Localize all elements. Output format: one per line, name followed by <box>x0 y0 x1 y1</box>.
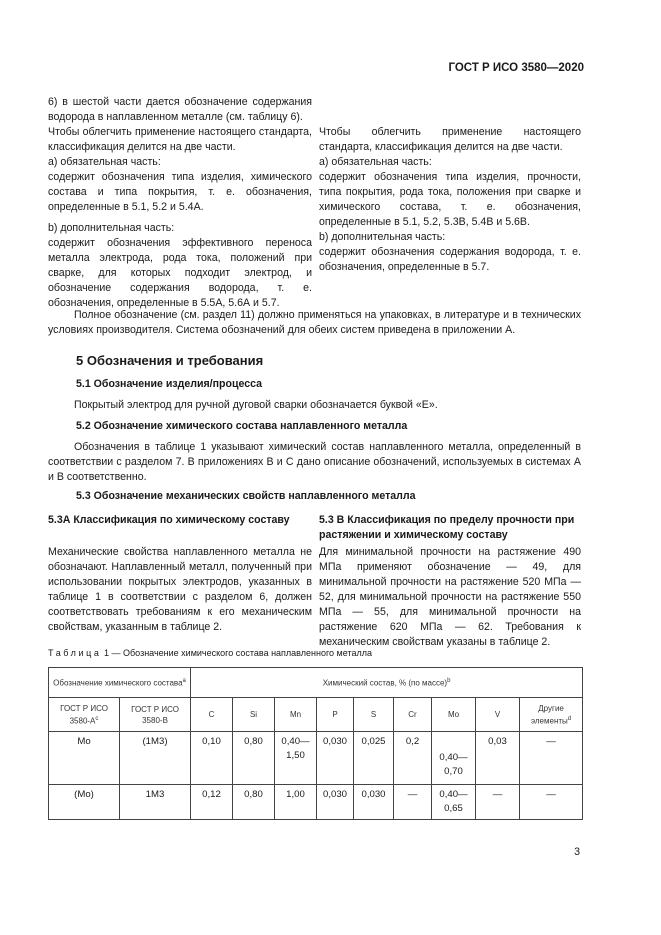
cell-mn: 1,00 <box>275 785 317 820</box>
header-gost-a: ГОСТ Р ИСО $3580-А^c$ <box>49 698 120 732</box>
right-para-b-heading: b) дополнительная часть: <box>319 231 446 243</box>
cell-mo: 0,40—0,65 <box>432 785 476 820</box>
header-element-s: S <box>354 698 394 732</box>
left-para-a-heading: а) обязательная часть: <box>48 156 161 168</box>
full-designation-paragraph <box>48 308 581 338</box>
left-para-b-heading: b) дополнительная часть: <box>48 222 175 234</box>
section-5-3b-title: 5.3 В Классификация по пределу прочности при растяжении и химическому составу <box>319 514 575 541</box>
section-5-3a-title: 5.3А Классификация по химическому составу <box>48 514 290 526</box>
section-5-3a-text: Механические свойства наплавленного металла не обозначают. Наплавленный металл, полученный при использовании покрытых электродов, указанных в таблице 1 в соответствии с разделом 6, должен соответствовать требованиям к его механическим свойствам, указанным в таблице 2. <box>48 546 312 633</box>
cell-mo: 0,40—0,70 <box>432 732 476 785</box>
table-caption-word: Таблица <box>48 648 102 658</box>
document-header: ГОСТ Р ИСО 3580—2020 <box>448 62 584 74</box>
section-5-2-title: 5.2 Обозначение химического состава наплавленного металла <box>76 420 408 432</box>
section-5-3b-text: Для минимальной прочности на растяжение 490 МПа применяют обозначение — 49, для минимальной прочности на растяжение 520 МПа — 52, для минимальной прочности на растяжение 550 МПа — 55, для минимальной прочности на растяжение 620 МПа — 62. Требования к механическим свойствам указаны в таблице 2. <box>319 546 581 648</box>
full-designation-text: Полное обозначение (см. раздел 11) должно применяться на упаковках, в литературе и в технических условиях производителя. Система обозначений для обеих систем приведена в приложении А. <box>48 309 581 336</box>
right-para-a-heading: а) обязательная часть: <box>319 156 432 168</box>
cell-si: 0,80 <box>233 785 275 820</box>
header-other-elements: Другие элементы$^d$ <box>520 698 583 732</box>
cell-c: 0,12 <box>191 785 233 820</box>
cell-other: — <box>520 732 583 785</box>
cell-s: 0,030 <box>354 785 394 820</box>
left-para-6: 6) в шестой части дается обозначение содержания водорода в наплавленном металле (см. таблицу 6). <box>48 96 312 123</box>
header-element-mo: Mo <box>432 698 476 732</box>
header-element-si: Si <box>233 698 275 732</box>
left-para-a-text: содержит обозначения типа изделия, химического состава и типа покрытия, т. е. обозначения, определенные в 5.1, 5.2 и 5.4А. <box>48 171 312 213</box>
header-element-p: P <box>317 698 354 732</box>
cell-s: 0,025 <box>354 732 394 785</box>
section-5-1-text: Покрытый электрод для ручной дуговой сварки обозначается буквой «Е». <box>74 399 438 411</box>
table-caption <box>48 648 372 658</box>
cell-p: 0,030 <box>317 785 354 820</box>
header-element-cr: Cr <box>394 698 432 732</box>
cell-v: — <box>476 785 520 820</box>
cell-c: 0,10 <box>191 732 233 785</box>
right-para-a-text: содержит обозначения типа изделия, прочности, типа покрытия, рода тока, положения при сварке и химического состава, т. е. обозначения, определенные в 5.1, 5.2, 5.3В, 5.4В и 5.6В. <box>319 171 581 228</box>
right-para-b-text: содержит обозначения содержания водорода, т. е. обозначения, определенные в 5.7. <box>319 246 581 273</box>
header-gost-b: ГОСТ Р ИСО 3580-В <box>120 698 191 732</box>
cell-mn: 0,40—1,50 <box>275 732 317 785</box>
cell-cr: 0,2 <box>394 732 432 785</box>
cell-gost-a: (Mo) <box>49 785 120 820</box>
cell-si: 0,80 <box>233 732 275 785</box>
left-para-intro: Чтобы облегчить применение настоящего стандарта, классификация делится на две части. <box>48 126 312 153</box>
cell-gost-b: (1M3) <box>120 732 191 785</box>
cell-other: — <box>520 785 583 820</box>
cell-gost-a: Mo <box>49 732 120 785</box>
cell-v: 0,03 <box>476 732 520 785</box>
table-row <box>49 732 583 785</box>
cell-p: 0,030 <box>317 732 354 785</box>
header-element-c: C <box>191 698 233 732</box>
cell-cr: — <box>394 785 432 820</box>
section-5-2-text: Обозначения в таблице 1 указывают химический состав наплавленного металла, определенный в соответствии с разделом 7. В приложениях В и С дано описание обозначений, используемых в системах А и В соответственно. <box>48 441 581 483</box>
left-column <box>48 95 312 311</box>
section-5-title: 5 Обозначения и требования <box>76 353 264 368</box>
right-para-intro: Чтобы облегчить применение настоящего стандарта, классификация делится на две части. <box>319 126 581 153</box>
section-5-3-title: 5.3 Обозначение механических свойств наплавленного металла <box>76 490 416 502</box>
cell-gost-b: 1M3 <box>120 785 191 820</box>
section-5-2-paragraph <box>48 440 581 485</box>
table-row <box>49 785 583 820</box>
section-5-1-title: 5.1 Обозначение изделия/процесса <box>76 378 263 390</box>
header-chemical-composition: Химический состав, % (по массе)$^b$ <box>191 668 583 698</box>
chemical-composition-table <box>48 667 583 820</box>
table-header-row-2 <box>49 698 583 732</box>
section-5-3a-paragraph <box>48 545 312 635</box>
header-designation: Обозначение химического состава$^a$ <box>49 668 191 698</box>
header-element-v: V <box>476 698 520 732</box>
section-5-1-paragraph <box>48 398 581 413</box>
table-caption-text: 1 — Обозначение химического состава наплавленного металла <box>104 648 372 658</box>
page-number: 3 <box>574 846 580 858</box>
header-element-mn: Mn <box>275 698 317 732</box>
section-5-3b-paragraph <box>319 545 581 650</box>
right-column <box>319 125 581 275</box>
left-para-b-text: содержит обозначения эффективного переноса металла электрода, рода тока, положений при сварке, для которых подходит электрод, и обозначение содержания водорода, т. е. обозначения, определенные в 5.5А, 5.6А и 5.7. <box>48 237 312 309</box>
table-header-row-1 <box>49 668 583 698</box>
